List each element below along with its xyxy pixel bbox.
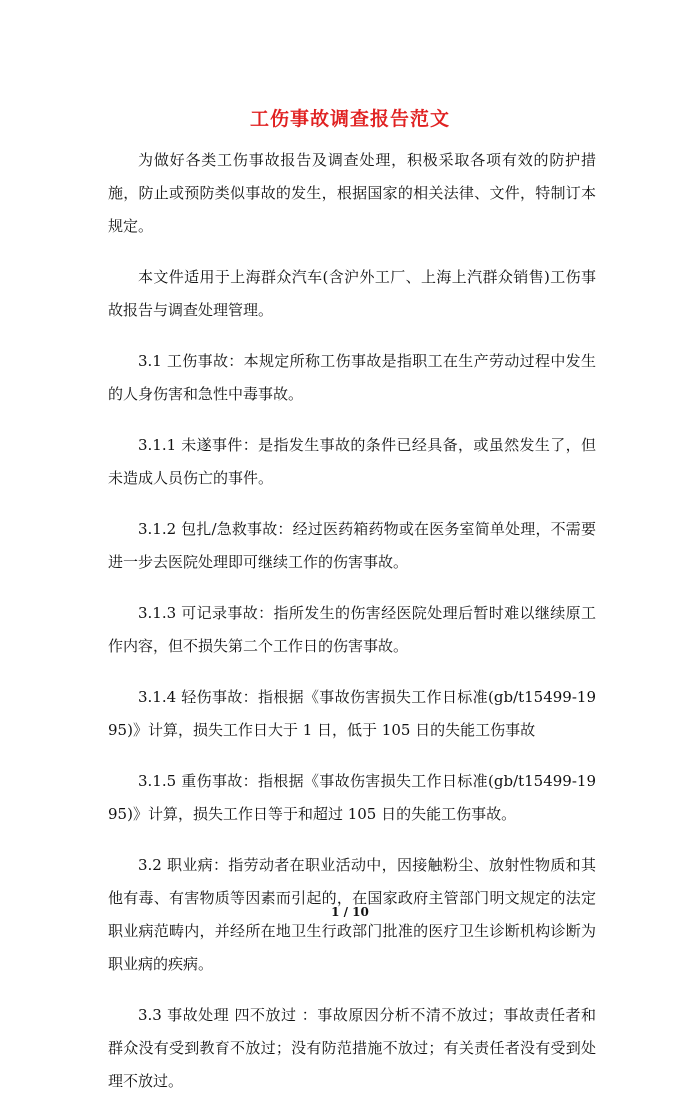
page-number: 1 / 10 [331, 905, 369, 919]
paragraph-3-1-5-serious-injury: 3.1.5 重伤事故：指根据《事故伤害损失工作日标准(gb/t15499-1995)》计算，损失工作日等于和超过 105 日的失能工伤事故。 [108, 772, 596, 823]
document-title: 工伤事故调查报告范文 [249, 108, 450, 130]
paragraph-3-1-2-first-aid: 3.1.2 包扎/急救事故：经过医药箱药物或在医务室简单处理，不需要进一步去医院处理即可继续工作的伤害事故。 [108, 520, 596, 571]
paragraph-scope: 本文件适用于上海群众汽车(含沪外工厂、上海上汽群众销售)工伤事故报告与调查处理管理。 [108, 268, 596, 319]
paragraph-purpose: 为做好各类工伤事故报告及调查处理，积极采取各项有效的防护措施，防止或预防类似事故的发生，根据国家的相关法律、文件，特制订本规定。 [108, 151, 596, 235]
paragraph-3-3-accident-handling: 3.3 事故处理 四不放过 ：事故原因分析不清不放过；事故责任者和群众没有受到教育不放过；没有防范措施不放过；有关责任者没有受到处理不放过。 [108, 1006, 596, 1090]
document-body [108, 144, 596, 1116]
paragraph-3-1-4-minor-injury: 3.1.4 轻伤事故：指根据《事故伤害损失工作日标准(gb/t15499-1995)》计算，损失工作日大于 1 日，低于 105 日的失能工伤事故 [108, 688, 596, 739]
paragraph-3-1-3-recordable: 3.1.3 可记录事故：指所发生的伤害经医院处理后暂时难以继续原工作内容，但不损失第二个工作日的伤害事故。 [108, 604, 596, 655]
paragraph-3-1-1-near-miss: 3.1.1 未遂事件：是指发生事故的条件已经具备，或虽然发生了，但未造成人员伤亡的事件。 [108, 436, 596, 487]
paragraph-3-2-occupational-disease: 3.2 职业病：指劳动者在职业活动中，因接触粉尘、放射性物质和其他有毒、有害物质等因素而引起的，在国家政府主管部门明文规定的法定职业病范畴内，并经所在地卫生行政部门批准的医疗卫生诊断机构诊断为职业病的疾病。 [108, 856, 596, 973]
paragraph-3-1-work-injury: 3.1 工伤事故：本规定所称工伤事故是指职工在生产劳动过程中发生的人身伤害和急性中毒事故。 [108, 352, 596, 403]
